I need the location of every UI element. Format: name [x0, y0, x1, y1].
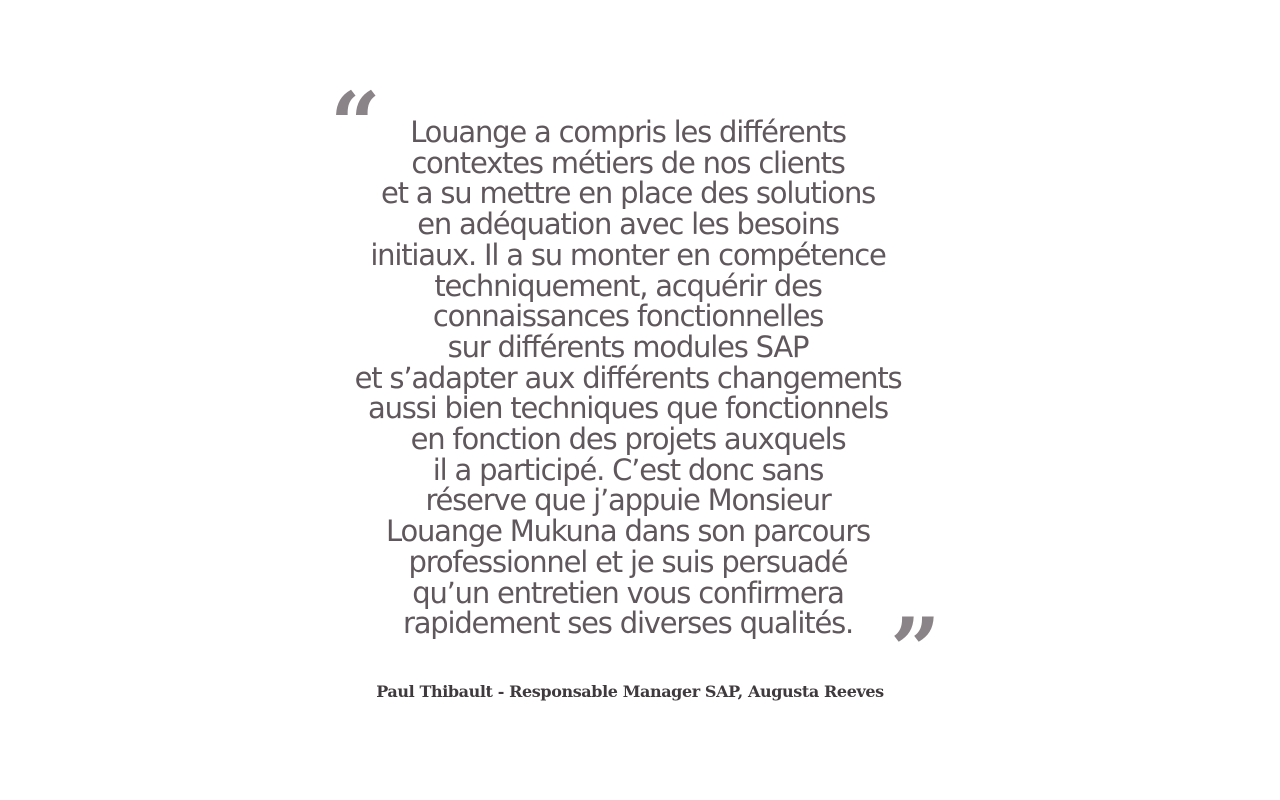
quote-line: techniquement, acquérir des: [434, 268, 822, 303]
quote-line: et a su mettre en place des solutions: [380, 176, 876, 211]
quote-line: professionnel et je suis persuadé: [408, 544, 848, 579]
quote-attribution: Paul Thibault - Responsable Manager SAP, Augusta Reeves: [376, 682, 884, 701]
quote-line: sur différents modules SAP: [447, 329, 809, 364]
quote-line: contextes métiers de nos clients: [411, 145, 845, 180]
quote-line: qu’un entretien vous confirmera: [412, 575, 844, 610]
quote-line: connaissances fonctionnelles: [432, 299, 824, 334]
open-quote-mark-icon: “: [330, 72, 381, 176]
quote-line: en adéquation avec les besoins: [417, 207, 839, 242]
quote-line: et s’adapter aux différents changements: [354, 360, 902, 395]
quote-line: en fonction des projets auxquels: [410, 422, 846, 457]
quote-line: rapidement ses diverses qualités.: [402, 606, 854, 641]
quote-line: initiaux. Il a su monter en compétence: [370, 237, 886, 272]
quote-line: Louange Mukuna dans son parcours: [386, 514, 870, 549]
quote-line: réserve que j’appuie Monsieur: [425, 483, 831, 518]
quote-line: aussi bien techniques que fonctionnels: [368, 391, 888, 426]
close-quote-mark-icon: ”: [890, 598, 941, 702]
quote-line: Louange a compris les différents: [410, 115, 846, 149]
quote-line: il a participé. C’est donc sans: [432, 452, 824, 487]
testimonial-quote: [300, 117, 956, 639]
